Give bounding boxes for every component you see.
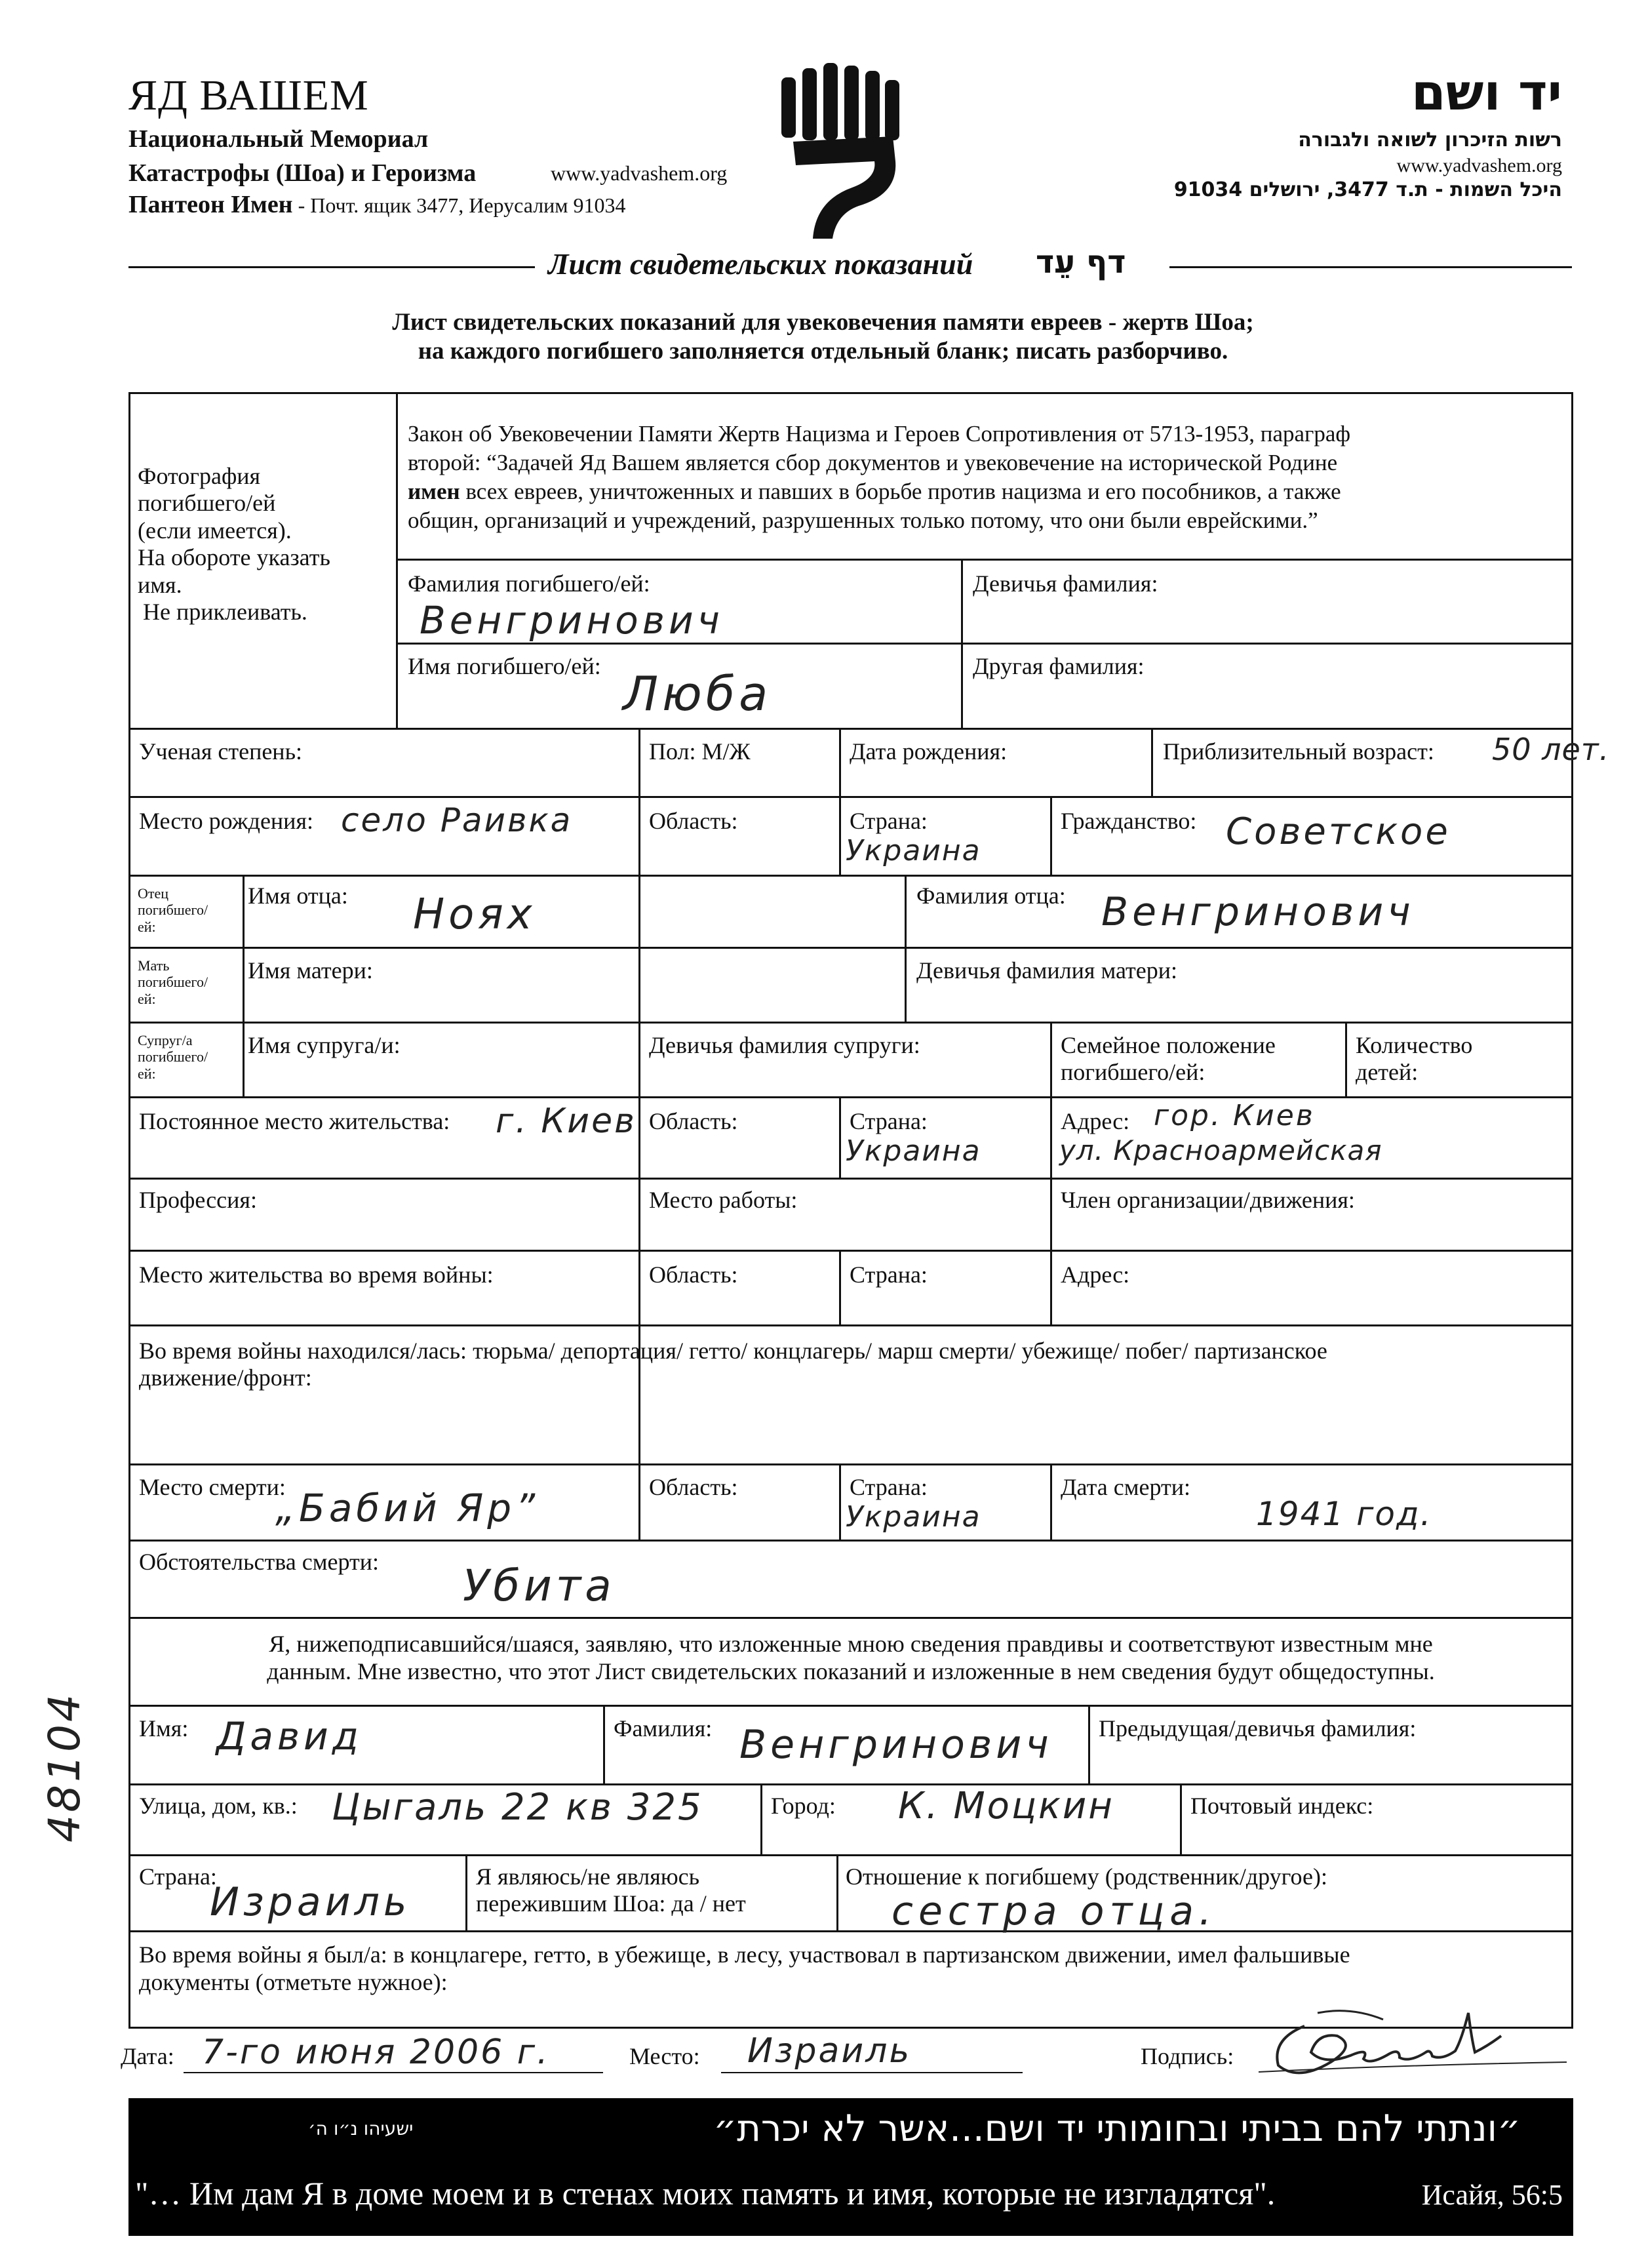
survivor-line[interactable]: пережившим Шоа: да / нет — [476, 1890, 746, 1917]
city-value[interactable]: К. Моцкин — [898, 1785, 1114, 1827]
law-line: Закон об Увековечении Памяти Жертв Нацизма и Героев Сопротивления от 5713-1953, параграф — [408, 421, 1351, 447]
photo-line: На обороте указать — [138, 544, 330, 571]
photo-box-text — [138, 463, 330, 626]
submitter-war-line: Во время войны я был/а: в концлагере, гетто, в убежище, в лесу, участвовал в партизанском движении, имел фальшивые — [139, 1941, 1350, 1968]
signature-scribble[interactable] — [1259, 2000, 1573, 2085]
citizenship-label: Гражданство: — [1061, 808, 1197, 834]
sign-date-label: Дата: — [121, 2043, 174, 2069]
sign-place-rule — [721, 2072, 1023, 2073]
father-row-label — [138, 885, 208, 935]
victim-surname-label: Фамилия погибшего/ей: — [408, 570, 650, 597]
victim-name-label: Имя погибшего/ей: — [408, 653, 601, 679]
grid-line — [760, 1783, 762, 1854]
mother-row-label — [138, 957, 208, 1007]
death-region-label: Область: — [649, 1474, 738, 1500]
header-line2-ru: Катастрофы (Шоа) и Героизма — [128, 159, 477, 187]
birth-region-label: Область: — [649, 808, 738, 834]
law-text — [408, 420, 1350, 535]
death-date-value[interactable]: 1941 год. — [1256, 1495, 1432, 1533]
victim-surname-value[interactable]: Венгринович — [420, 598, 724, 643]
photo-line: Не приклеивать. — [143, 598, 307, 625]
street-label: Улица, дом, кв.: — [139, 1793, 298, 1819]
spouse-name-label: Имя супруга/и: — [248, 1032, 401, 1058]
war-country-label: Страна: — [850, 1262, 928, 1288]
row-label-line: Отец — [138, 885, 169, 902]
row-label-line: погибшего/ — [138, 1048, 208, 1065]
victim-other-surname-label: Другая фамилия: — [973, 653, 1145, 679]
form-title-ru: Лист свидетельских показаний — [548, 247, 973, 281]
law-bold: имен — [408, 479, 460, 504]
birthplace-label: Место рождения: — [139, 808, 314, 834]
war-status-line: движение/фронт: — [139, 1364, 312, 1391]
header-line1-he: רשות הזיכרון לשואה ולגבורה — [1298, 129, 1562, 151]
header-line3-he: היכל השמות - ת.ד 3477, ירושלים 91034 — [1173, 178, 1562, 201]
street-value[interactable]: Цыгаль 22 кв 325 — [332, 1786, 703, 1829]
grid-line — [128, 1250, 1573, 1252]
photo-line: (если имеется). — [138, 517, 292, 544]
sign-date-rule — [184, 2072, 603, 2073]
survivor-label — [476, 1863, 746, 1918]
submitter-war-line: документы (отметьте нужное): — [139, 1969, 448, 1995]
relation-label: Отношение к погибшему (родственник/другое): — [846, 1863, 1327, 1890]
war-address-label: Адрес: — [1061, 1262, 1130, 1288]
grid-line — [839, 1250, 841, 1324]
residence-value[interactable]: г. Киев — [496, 1102, 637, 1141]
declaration-line: данным. Мне известно, что этот Лист свидетельских показаний и изложенные в нем сведения будут общедоступны. — [267, 1658, 1435, 1684]
grid-line — [128, 796, 1573, 798]
spouse-maiden-label: Девичья фамилия супруги: — [649, 1032, 920, 1058]
circumstances-label: Обстоятельства смерти: — [139, 1549, 379, 1575]
banner-russian-quote: "… Им дам Я в доме моем и в стенах моих память и имя, которые не изгладятся". — [135, 2175, 1276, 2212]
family-status-line: погибшего/ей: — [1061, 1059, 1205, 1086]
law-line: второй: “Задачей Яд Вашем является сбор документов и увековечение на исторической Родине — [408, 450, 1338, 475]
grid-line — [1345, 1022, 1347, 1096]
sex-label: Пол: М/Ж — [649, 738, 751, 765]
relation-value[interactable]: сестра отца. — [892, 1888, 1217, 1934]
birth-country-value[interactable]: Украина — [846, 834, 981, 867]
circumstances-value[interactable]: Убита — [463, 1561, 616, 1611]
header-line3-rest: - Почт. ящик 3477, Иерусалим 91034 — [292, 193, 626, 217]
photo-line: погибшего/ей — [138, 490, 276, 517]
father-surname-value[interactable]: Венгринович — [1101, 889, 1415, 935]
zip-label: Почтовый индекс: — [1190, 1793, 1374, 1819]
grid-line — [839, 1096, 841, 1178]
grid-line — [839, 796, 841, 875]
grid-line — [839, 1463, 841, 1540]
degree-label: Ученая степень: — [139, 738, 302, 765]
grid-line — [1050, 1022, 1052, 1178]
grid-line — [128, 1617, 1573, 1619]
grid-line — [128, 947, 1573, 949]
children-label — [1356, 1032, 1472, 1086]
grid-line — [128, 1783, 1573, 1785]
form-title-he: דף עֵד — [1036, 244, 1126, 281]
row-label-line: погибшего/ — [138, 902, 208, 919]
grid-line — [1151, 728, 1153, 796]
intro-line1: Лист свидетельских показаний для увековечения памяти евреев - жертв Шоа; — [392, 309, 1254, 336]
declaration-line: Я, нижеподписавшийся/шаяся, заявляю, что изложенные мною сведения правдивы и соответствуют известным мне — [269, 1631, 1433, 1657]
grid-line — [128, 1930, 1573, 1932]
children-line: детей: — [1356, 1059, 1419, 1086]
death-place-label: Место смерти: — [139, 1474, 286, 1500]
death-country-label: Страна: — [850, 1474, 928, 1500]
death-date-label: Дата смерти: — [1061, 1474, 1191, 1500]
residence-address-label: Адрес: — [1061, 1108, 1130, 1134]
submitter-country-value[interactable]: Израиль — [210, 1879, 411, 1925]
grid-line — [603, 1705, 605, 1783]
submitter-country-label: Страна: — [139, 1863, 217, 1890]
header-line3-bold: Пантеон Имен — [128, 191, 293, 218]
law-line — [408, 477, 1350, 506]
workplace-label: Место работы: — [649, 1187, 798, 1213]
citizenship-value[interactable]: Советское — [1226, 810, 1451, 853]
birth-country-label: Страна: — [850, 808, 928, 834]
row-label-line: ей: — [138, 918, 156, 935]
banner-hebrew-ref: ישעיהו נ״ו ה׳ — [308, 2118, 414, 2139]
grid-line — [128, 1705, 1573, 1707]
mother-maiden-label: Девичья фамилия матери: — [916, 957, 1178, 984]
submitter-war-text — [139, 1941, 1350, 1996]
residence-country-label: Страна: — [850, 1108, 928, 1134]
declaration-text — [128, 1630, 1573, 1685]
grid-line — [961, 559, 963, 728]
grid-line — [1180, 1783, 1182, 1854]
grid-line — [128, 1178, 1573, 1180]
quote-banner — [128, 2098, 1573, 2236]
header-line1-ru: Национальный Мемориал — [128, 125, 429, 153]
profession-label: Профессия: — [139, 1187, 257, 1213]
org-name-he: יד ושם — [1411, 63, 1562, 121]
submitter-surname-value[interactable]: Венгринович — [739, 1722, 1053, 1768]
grid-line — [128, 1540, 1573, 1542]
side-number: 48104 — [39, 1692, 90, 1842]
spouse-row-label — [138, 1032, 208, 1082]
father-name-label: Имя отца: — [248, 883, 348, 909]
submitter-name-value[interactable]: Давид — [216, 1714, 363, 1759]
grid-line — [128, 875, 1573, 877]
children-line: Количество — [1356, 1032, 1473, 1058]
grid-line — [128, 1096, 1573, 1098]
father-surname-label: Фамилия отца: — [916, 883, 1066, 909]
row-label-line: Супруг/а — [138, 1032, 193, 1048]
sign-place-value[interactable]: Израиль — [747, 2031, 912, 2071]
grid-line — [465, 1854, 467, 1930]
city-label: Город: — [771, 1793, 836, 1819]
family-status-label — [1061, 1032, 1276, 1086]
survivor-line: Я являюсь/не являюсь — [476, 1863, 700, 1890]
residence-country-value[interactable]: Украина — [846, 1134, 981, 1168]
grid-line — [243, 875, 245, 1096]
sign-place-label: Место: — [629, 2043, 700, 2069]
birthdate-label: Дата рождения: — [850, 738, 1008, 765]
row-label-line: ей: — [138, 990, 156, 1007]
org-name-ru: ЯД ВАШЕМ — [128, 71, 369, 119]
war-status-line: Во время войны находился/лась: тюрьма/ депортация/ гетто/ концлагерь/ марш смерти/ убежище/ побег/ партизанское — [139, 1338, 1327, 1364]
father-name-value[interactable]: Ноях — [413, 890, 536, 939]
residence-region-label: Область: — [649, 1108, 738, 1134]
age-value[interactable]: 50 лет. — [1492, 732, 1610, 767]
grid-line — [638, 728, 640, 1540]
row-label-line: ей: — [138, 1065, 156, 1082]
mother-name-label: Имя матери: — [248, 957, 373, 984]
grid-line — [839, 728, 841, 796]
row-label-line: погибшего/ — [138, 974, 208, 991]
header-website-left: www.yadvashem.org — [551, 161, 728, 185]
war-status-text — [139, 1338, 1327, 1392]
grid-line — [1050, 1463, 1052, 1540]
banner-russian-ref: Исайя, 56:5 — [1421, 2179, 1563, 2211]
victim-maiden-label: Девичья фамилия: — [973, 570, 1158, 597]
header-website-right: www.yadvashem.org — [1396, 155, 1562, 176]
signature-label: Подпись: — [1141, 2043, 1234, 2069]
grid-line — [128, 1022, 1573, 1024]
family-status-line: Семейное положение — [1061, 1032, 1276, 1058]
age-label: Приблизительный возраст: — [1163, 738, 1434, 765]
law-rest: всех евреев, уничтоженных и павших в борьбе против нацизма и его пособников, а также — [460, 479, 1341, 504]
grid-line — [836, 1854, 838, 1930]
intro-line2: на каждого погибшего заполняется отдельный бланк; писать разборчиво. — [418, 338, 1228, 365]
photo-line: имя. — [138, 571, 182, 598]
residence-address-value-1[interactable]: гор. Киев — [1154, 1099, 1315, 1132]
grid-line — [396, 643, 1573, 645]
war-region-label: Область: — [649, 1262, 738, 1288]
submitter-prev-surname-label: Предыдущая/девичья фамилия: — [1099, 1715, 1417, 1741]
law-line: общин, организаций и учреждений, разрушенных только потому, что они были еврейскими.” — [408, 507, 1318, 533]
member-label: Член организации/движения: — [1061, 1187, 1355, 1213]
residence-label: Постоянное место жительства: — [139, 1108, 450, 1134]
death-place-value[interactable]: „Бабий Яр” — [275, 1486, 539, 1530]
row-label-line: Мать — [138, 957, 170, 974]
death-country-value[interactable]: Украина — [846, 1500, 981, 1534]
grid-line — [128, 1854, 1573, 1856]
grid-line — [1088, 1705, 1090, 1783]
victim-name-value[interactable]: Люба — [623, 666, 772, 721]
residence-address-value-2[interactable]: ул. Красноармейская — [1059, 1134, 1382, 1166]
grid-line — [396, 559, 1573, 561]
submitter-surname-label: Фамилия: — [614, 1715, 713, 1741]
grid-line — [128, 1324, 1573, 1326]
banner-hebrew-quote: ״ונתתי להם בביתי ובחומותי יד ושם...אשר לא יכרת״ — [713, 2107, 1521, 2150]
submitter-name-label: Имя: — [139, 1715, 189, 1741]
photo-line: Фотография — [138, 463, 261, 489]
war-residence-label: Место жительства во время войны: — [139, 1262, 494, 1288]
sign-date-value[interactable]: 7-го июня 2006 г. — [202, 2033, 550, 2072]
grid-line — [128, 728, 1573, 730]
birthplace-value[interactable]: село Раивка — [341, 801, 573, 839]
grid-line — [1050, 796, 1052, 875]
grid-line — [128, 1463, 1573, 1465]
